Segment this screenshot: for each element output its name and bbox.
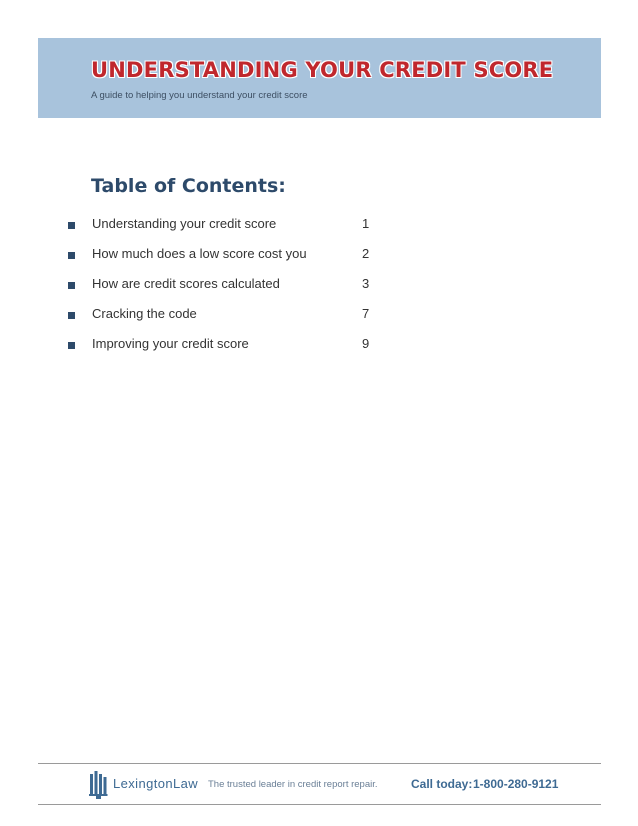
call-today-label: Call today: bbox=[411, 777, 473, 791]
toc-item-page: 3 bbox=[362, 276, 370, 291]
toc-item-label: How much does a low score cost you bbox=[92, 246, 307, 261]
bullet-square-icon bbox=[68, 222, 75, 229]
toc-item[interactable] bbox=[0, 336, 400, 356]
toc-item[interactable] bbox=[0, 306, 400, 326]
toc-item-page: 9 bbox=[362, 336, 370, 351]
footer-top-rule bbox=[38, 763, 601, 764]
bullet-square-icon bbox=[68, 312, 75, 319]
phone-number[interactable]: 1-800-280-9121 bbox=[473, 777, 559, 791]
toc-item-page: 7 bbox=[362, 306, 370, 321]
toc-item-label: Understanding your credit score bbox=[92, 216, 277, 231]
document-subtitle: A guide to helping you understand your credit score bbox=[91, 90, 308, 101]
bullet-square-icon bbox=[68, 252, 75, 259]
lexington-law-logo: LexingtonLaw bbox=[113, 776, 199, 791]
toc-item-page: 2 bbox=[362, 246, 370, 261]
toc-item[interactable] bbox=[0, 216, 400, 236]
toc-item-page: 1 bbox=[362, 216, 370, 231]
footer-bottom-rule bbox=[38, 804, 601, 805]
bullet-square-icon bbox=[68, 342, 75, 349]
document-title: UNDERSTANDING YOUR CREDIT SCORE bbox=[91, 58, 554, 82]
toc-item[interactable] bbox=[0, 276, 400, 296]
toc-item-label: How are credit scores calculated bbox=[92, 276, 280, 291]
toc-heading: Table of Contents: bbox=[91, 175, 286, 197]
toc-item[interactable] bbox=[0, 246, 400, 266]
toc-item-label: Cracking the code bbox=[92, 306, 197, 321]
toc-item-label: Improving your credit score bbox=[92, 336, 249, 351]
lexington-building-icon bbox=[89, 771, 109, 799]
bullet-square-icon bbox=[68, 282, 75, 289]
footer-tagline: The trusted leader in credit report repair. bbox=[208, 779, 378, 790]
